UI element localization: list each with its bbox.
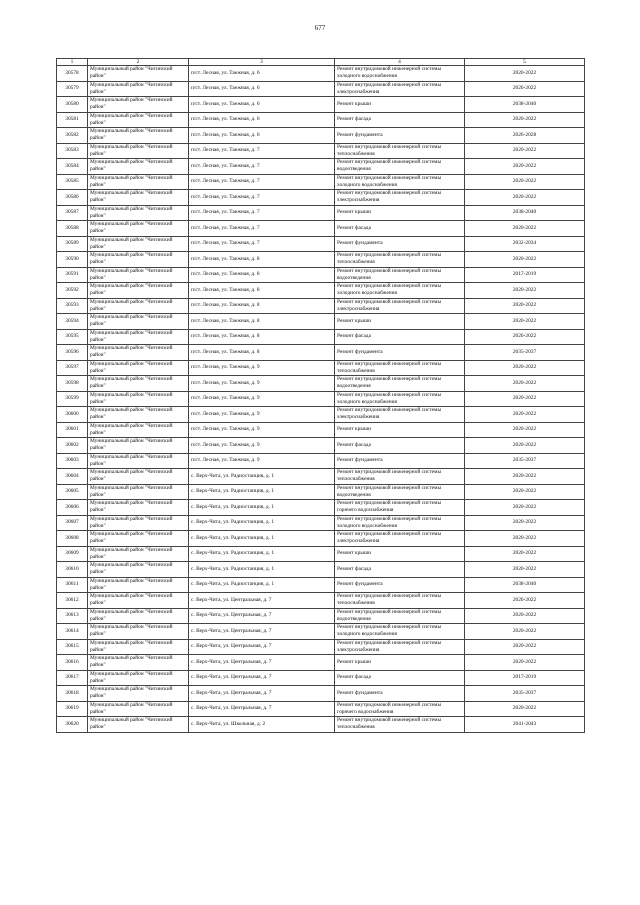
work-type-cell: Ремонт фундамента [335, 453, 465, 469]
address-cell: с. Верх-Чита, ул. Центральная, д. 7 [189, 686, 335, 702]
row-number-cell: 30595 [57, 329, 88, 345]
period-cell: 2020-2022 [465, 252, 585, 268]
work-type-cell: Ремонт фундамента [335, 345, 465, 361]
row-number-cell: 30612 [57, 593, 88, 609]
work-type-cell: Ремонт внутридомовой инженерной системы холодного водоснабжения [335, 515, 465, 531]
address-cell: с. Верх-Чита, ул. Радиостанция, д. 1 [189, 562, 335, 578]
header-row [57, 59, 585, 66]
capital-repair-table [56, 58, 585, 733]
row-number-cell: 30584 [57, 159, 88, 175]
address-cell: п/ст. Лесная, ул. Таежная, д. 8 [189, 345, 335, 361]
address-cell: п/ст. Лесная, ул. Таежная, д. 7 [189, 143, 335, 159]
table-row [57, 500, 585, 516]
row-number-cell: 30618 [57, 686, 88, 702]
row-number-cell: 30594 [57, 314, 88, 330]
table-row [57, 593, 585, 609]
table-row [57, 329, 585, 345]
work-type-cell: Ремонт внутридомовой инженерной системы холодного водоснабжения [335, 66, 465, 82]
column-header: 3 [189, 59, 335, 66]
district-cell: Муниципальный район "Читинский район" [88, 655, 189, 671]
work-type-cell: Ремонт внутридомовой инженерной системы теплоснабжения [335, 360, 465, 376]
row-number-cell: 30608 [57, 531, 88, 547]
row-number-cell: 30588 [57, 221, 88, 237]
table-row [57, 438, 585, 454]
table-row [57, 670, 585, 686]
row-number-cell: 30614 [57, 624, 88, 640]
period-cell: 2020-2022 [465, 469, 585, 485]
period-cell: 2020-2022 [465, 221, 585, 237]
work-type-cell: Ремонт крыши [335, 314, 465, 330]
row-number-cell: 30581 [57, 112, 88, 128]
table-row [57, 686, 585, 702]
period-cell: 2035-2037 [465, 345, 585, 361]
work-type-cell: Ремонт внутридомовой инженерной системы водоотведения [335, 608, 465, 624]
row-number-cell: 30605 [57, 484, 88, 500]
district-cell: Муниципальный район "Читинский район" [88, 407, 189, 423]
address-cell: с. Верх-Чита, ул. Центральная, д. 7 [189, 639, 335, 655]
district-cell: Муниципальный район "Читинский район" [88, 143, 189, 159]
row-number-cell: 30613 [57, 608, 88, 624]
work-type-cell: Ремонт фасада [335, 329, 465, 345]
row-number-cell: 30610 [57, 562, 88, 578]
table-row [57, 422, 585, 438]
address-cell: с. Верх-Чита, ул. Школьная, д. 2 [189, 717, 335, 733]
work-type-cell: Ремонт внутридомовой инженерной системы теплоснабжения [335, 252, 465, 268]
period-cell: 2020-2022 [465, 655, 585, 671]
district-cell: Муниципальный район "Читинский район" [88, 639, 189, 655]
row-number-cell: 30590 [57, 252, 88, 268]
period-cell: 2020-2022 [465, 438, 585, 454]
period-cell: 2020-2022 [465, 159, 585, 175]
period-cell: 2020-2022 [465, 531, 585, 547]
work-type-cell: Ремонт фасада [335, 438, 465, 454]
district-cell: Муниципальный район "Читинский район" [88, 438, 189, 454]
period-cell: 2017-2019 [465, 267, 585, 283]
table-row [57, 97, 585, 113]
table-row [57, 205, 585, 221]
district-cell: Муниципальный район "Читинский район" [88, 500, 189, 516]
row-number-cell: 30596 [57, 345, 88, 361]
district-cell: Муниципальный район "Читинский район" [88, 717, 189, 733]
table-row [57, 236, 585, 252]
row-number-cell: 30604 [57, 469, 88, 485]
district-cell: Муниципальный район "Читинский район" [88, 314, 189, 330]
address-cell: п/ст. Лесная, ул. Таежная, д. 8 [189, 283, 335, 299]
address-cell: п/ст. Лесная, ул. Таежная, д. 8 [189, 252, 335, 268]
work-type-cell: Ремонт внутридомовой инженерной системы теплоснабжения [335, 143, 465, 159]
table-row [57, 577, 585, 593]
period-cell: 2020-2022 [465, 376, 585, 392]
address-cell: п/ст. Лесная, ул. Таежная, д. 9 [189, 438, 335, 454]
district-cell: Муниципальный район "Читинский район" [88, 686, 189, 702]
district-cell: Муниципальный район "Читинский район" [88, 252, 189, 268]
table-row [57, 531, 585, 547]
table-row [57, 190, 585, 206]
period-cell: 2026-2028 [465, 128, 585, 144]
address-cell: с. Верх-Чита, ул. Центральная, д. 7 [189, 624, 335, 640]
row-number-cell: 30607 [57, 515, 88, 531]
work-type-cell: Ремонт внутридомовой инженерной системы теплоснабжения [335, 593, 465, 609]
period-cell: 2020-2022 [465, 66, 585, 82]
row-number-cell: 30579 [57, 81, 88, 97]
period-cell: 2035-2037 [465, 453, 585, 469]
district-cell: Муниципальный район "Читинский район" [88, 562, 189, 578]
row-number-cell: 30615 [57, 639, 88, 655]
period-cell: 2020-2022 [465, 329, 585, 345]
address-cell: с. Верх-Чита, ул. Радиостанция, д. 1 [189, 500, 335, 516]
district-cell: Муниципальный район "Читинский район" [88, 577, 189, 593]
work-type-cell: Ремонт внутридомовой инженерной системы электроснабжения [335, 81, 465, 97]
table-row [57, 701, 585, 717]
row-number-cell: 30578 [57, 66, 88, 82]
table-row [57, 376, 585, 392]
table-row [57, 143, 585, 159]
district-cell: Муниципальный район "Читинский район" [88, 531, 189, 547]
column-header: 5 [465, 59, 585, 66]
work-type-cell: Ремонт фундамента [335, 236, 465, 252]
address-cell: с. Верх-Чита, ул. Радиостанция, д. 1 [189, 577, 335, 593]
period-cell: 2020-2022 [465, 112, 585, 128]
row-number-cell: 30611 [57, 577, 88, 593]
address-cell: с. Верх-Чита, ул. Радиостанция, д. 1 [189, 546, 335, 562]
period-cell: 2020-2022 [465, 360, 585, 376]
table-row [57, 159, 585, 175]
work-type-cell: Ремонт внутридомовой инженерной системы холодного водоснабжения [335, 283, 465, 299]
table-row [57, 484, 585, 500]
work-type-cell: Ремонт внутридомовой инженерной системы электроснабжения [335, 531, 465, 547]
row-number-cell: 30606 [57, 500, 88, 516]
district-cell: Муниципальный район "Читинский район" [88, 608, 189, 624]
work-type-cell: Ремонт внутридомовой инженерной системы электроснабжения [335, 190, 465, 206]
table-row [57, 66, 585, 82]
row-number-cell: 30599 [57, 391, 88, 407]
address-cell: с. Верх-Чита, ул. Центральная, д. 7 [189, 655, 335, 671]
row-number-cell: 30593 [57, 298, 88, 314]
table-row [57, 655, 585, 671]
work-type-cell: Ремонт внутридомовой инженерной системы электроснабжения [335, 407, 465, 423]
table-row [57, 298, 585, 314]
address-cell: п/ст. Лесная, ул. Таежная, д. 6 [189, 81, 335, 97]
address-cell: п/ст. Лесная, ул. Таежная, д. 6 [189, 97, 335, 113]
address-cell: с. Верх-Чита, ул. Центральная, д. 7 [189, 608, 335, 624]
period-cell: 2020-2022 [465, 283, 585, 299]
table-row [57, 453, 585, 469]
address-cell: п/ст. Лесная, ул. Таежная, д. 9 [189, 376, 335, 392]
row-number-cell: 30601 [57, 422, 88, 438]
district-cell: Муниципальный район "Читинский район" [88, 469, 189, 485]
period-cell: 2020-2022 [465, 484, 585, 500]
table-row [57, 407, 585, 423]
period-cell: 2020-2022 [465, 407, 585, 423]
district-cell: Муниципальный район "Читинский район" [88, 546, 189, 562]
address-cell: п/ст. Лесная, ул. Таежная, д. 7 [189, 190, 335, 206]
period-cell: 2020-2022 [465, 298, 585, 314]
address-cell: п/ст. Лесная, ул. Таежная, д. 8 [189, 329, 335, 345]
period-cell: 2041-2043 [465, 717, 585, 733]
district-cell: Муниципальный район "Читинский район" [88, 97, 189, 113]
period-cell: 2020-2022 [465, 639, 585, 655]
table-row [57, 267, 585, 283]
district-cell: Муниципальный район "Читинский район" [88, 283, 189, 299]
row-number-cell: 30592 [57, 283, 88, 299]
district-cell: Муниципальный район "Читинский район" [88, 205, 189, 221]
table-row [57, 608, 585, 624]
work-type-cell: Ремонт фундамента [335, 686, 465, 702]
row-number-cell: 30585 [57, 174, 88, 190]
row-number-cell: 30586 [57, 190, 88, 206]
work-type-cell: Ремонт фундамента [335, 577, 465, 593]
row-number-cell: 30617 [57, 670, 88, 686]
district-cell: Муниципальный район "Читинский район" [88, 221, 189, 237]
district-cell: Муниципальный район "Читинский район" [88, 376, 189, 392]
period-cell: 2020-2022 [465, 701, 585, 717]
district-cell: Муниципальный район "Читинский район" [88, 190, 189, 206]
district-cell: Муниципальный район "Читинский район" [88, 670, 189, 686]
table-row [57, 391, 585, 407]
period-cell: 2020-2022 [465, 314, 585, 330]
district-cell: Муниципальный район "Читинский район" [88, 515, 189, 531]
row-number-cell: 30580 [57, 97, 88, 113]
table-row [57, 639, 585, 655]
work-type-cell: Ремонт внутридомовой инженерной системы горячего водоснабжения [335, 701, 465, 717]
address-cell: п/ст. Лесная, ул. Таежная, д. 7 [189, 221, 335, 237]
table-row [57, 314, 585, 330]
period-cell: 2020-2022 [465, 500, 585, 516]
period-cell: 2038-2040 [465, 97, 585, 113]
column-header: 2 [88, 59, 189, 66]
address-cell: п/ст. Лесная, ул. Таежная, д. 7 [189, 174, 335, 190]
work-type-cell: Ремонт фасада [335, 221, 465, 237]
work-type-cell: Ремонт внутридомовой инженерной системы холодного водоснабжения [335, 391, 465, 407]
row-number-cell: 30591 [57, 267, 88, 283]
table-row [57, 128, 585, 144]
address-cell: с. Верх-Чита, ул. Центральная, д. 7 [189, 593, 335, 609]
address-cell: п/ст. Лесная, ул. Таежная, д. 8 [189, 314, 335, 330]
period-cell: 2035-2037 [465, 686, 585, 702]
district-cell: Муниципальный район "Читинский район" [88, 624, 189, 640]
period-cell: 2020-2022 [465, 608, 585, 624]
row-number-cell: 30603 [57, 453, 88, 469]
table-row [57, 345, 585, 361]
work-type-cell: Ремонт фасада [335, 562, 465, 578]
district-cell: Муниципальный район "Читинский район" [88, 701, 189, 717]
work-type-cell: Ремонт фасада [335, 670, 465, 686]
address-cell: с. Верх-Чита, ул. Центральная, д. 7 [189, 670, 335, 686]
row-number-cell: 30582 [57, 128, 88, 144]
district-cell: Муниципальный район "Читинский район" [88, 236, 189, 252]
work-type-cell: Ремонт внутридомовой инженерной системы водоотведения [335, 484, 465, 500]
work-type-cell: Ремонт внутридомовой инженерной системы холодного водоснабжения [335, 624, 465, 640]
district-cell: Муниципальный район "Читинский район" [88, 66, 189, 82]
address-cell: п/ст. Лесная, ул. Таежная, д. 7 [189, 205, 335, 221]
row-number-cell: 30597 [57, 360, 88, 376]
district-cell: Муниципальный район "Читинский район" [88, 345, 189, 361]
address-cell: п/ст. Лесная, ул. Таежная, д. 9 [189, 407, 335, 423]
district-cell: Муниципальный район "Читинский район" [88, 593, 189, 609]
table-row [57, 221, 585, 237]
work-type-cell: Ремонт внутридомовой инженерной системы водоотведения [335, 159, 465, 175]
row-number-cell: 30589 [57, 236, 88, 252]
work-type-cell: Ремонт внутридомовой инженерной системы электроснабжения [335, 298, 465, 314]
period-cell: 2020-2022 [465, 391, 585, 407]
district-cell: Муниципальный район "Читинский район" [88, 174, 189, 190]
row-number-cell: 30583 [57, 143, 88, 159]
work-type-cell: Ремонт внутридомовой инженерной системы электроснабжения [335, 639, 465, 655]
table-row [57, 283, 585, 299]
period-cell: 2038-2040 [465, 205, 585, 221]
work-type-cell: Ремонт крыши [335, 205, 465, 221]
address-cell: п/ст. Лесная, ул. Таежная, д. 8 [189, 267, 335, 283]
district-cell: Муниципальный район "Читинский район" [88, 391, 189, 407]
row-number-cell: 30587 [57, 205, 88, 221]
period-cell: 2017-2019 [465, 670, 585, 686]
address-cell: п/ст. Лесная, ул. Таежная, д. 9 [189, 391, 335, 407]
address-cell: п/ст. Лесная, ул. Таежная, д. 6 [189, 128, 335, 144]
work-type-cell: Ремонт крыши [335, 422, 465, 438]
district-cell: Муниципальный район "Читинский район" [88, 422, 189, 438]
work-type-cell: Ремонт фундамента [335, 128, 465, 144]
table-row [57, 717, 585, 733]
district-cell: Муниципальный район "Читинский район" [88, 329, 189, 345]
row-number-cell: 30619 [57, 701, 88, 717]
district-cell: Муниципальный район "Читинский район" [88, 453, 189, 469]
period-cell: 2020-2022 [465, 546, 585, 562]
period-cell: 2020-2022 [465, 143, 585, 159]
work-type-cell: Ремонт внутридомовой инженерной системы теплоснабжения [335, 717, 465, 733]
period-cell: 2020-2022 [465, 422, 585, 438]
work-type-cell: Ремонт внутридомовой инженерной системы водоотведения [335, 376, 465, 392]
period-cell: 2020-2022 [465, 515, 585, 531]
table-row [57, 624, 585, 640]
row-number-cell: 30598 [57, 376, 88, 392]
row-number-cell: 30620 [57, 717, 88, 733]
page-number: 677 [314, 24, 326, 32]
district-cell: Муниципальный район "Читинский район" [88, 159, 189, 175]
work-type-cell: Ремонт внутридомовой инженерной системы холодного водоснабжения [335, 174, 465, 190]
district-cell: Муниципальный район "Читинский район" [88, 298, 189, 314]
table-row [57, 515, 585, 531]
address-cell: п/ст. Лесная, ул. Таежная, д. 9 [189, 453, 335, 469]
period-cell: 2032-2034 [465, 236, 585, 252]
period-cell: 2020-2022 [465, 562, 585, 578]
work-type-cell: Ремонт крыши [335, 655, 465, 671]
column-header: 4 [335, 59, 465, 66]
district-cell: Муниципальный район "Читинский район" [88, 360, 189, 376]
district-cell: Муниципальный район "Читинский район" [88, 267, 189, 283]
period-cell: 2020-2022 [465, 593, 585, 609]
column-header: 1 [57, 59, 88, 66]
table-row [57, 112, 585, 128]
period-cell: 2020-2022 [465, 624, 585, 640]
address-cell: п/ст. Лесная, ул. Таежная, д. 7 [189, 159, 335, 175]
work-type-cell: Ремонт крыши [335, 546, 465, 562]
district-cell: Муниципальный район "Читинский район" [88, 128, 189, 144]
work-type-cell: Ремонт внутридомовой инженерной системы теплоснабжения [335, 469, 465, 485]
row-number-cell: 30609 [57, 546, 88, 562]
address-cell: с. Верх-Чита, ул. Центральная, д. 7 [189, 701, 335, 717]
address-cell: п/ст. Лесная, ул. Таежная, д. 9 [189, 422, 335, 438]
address-cell: с. Верх-Чита, ул. Радиостанция, д. 1 [189, 531, 335, 547]
address-cell: п/ст. Лесная, ул. Таежная, д. 8 [189, 298, 335, 314]
table-row [57, 81, 585, 97]
district-cell: Муниципальный район "Читинский район" [88, 112, 189, 128]
address-cell: п/ст. Лесная, ул. Таежная, д. 7 [189, 236, 335, 252]
table-row [57, 360, 585, 376]
table-row [57, 174, 585, 190]
address-cell: п/ст. Лесная, ул. Таежная, д. 6 [189, 112, 335, 128]
table-row [57, 562, 585, 578]
address-cell: с. Верх-Чита, ул. Радиостанция, д. 1 [189, 469, 335, 485]
address-cell: с. Верх-Чита, ул. Радиостанция, д. 1 [189, 515, 335, 531]
work-type-cell: Ремонт внутридомовой инженерной системы водоотведения [335, 267, 465, 283]
district-cell: Муниципальный район "Читинский район" [88, 484, 189, 500]
work-type-cell: Ремонт крыши [335, 97, 465, 113]
table-row [57, 469, 585, 485]
table-row [57, 546, 585, 562]
district-cell: Муниципальный район "Читинский район" [88, 81, 189, 97]
address-cell: п/ст. Лесная, ул. Таежная, д. 9 [189, 360, 335, 376]
period-cell: 2020-2022 [465, 81, 585, 97]
address-cell: п/ст. Лесная, ул. Таежная, д. 6 [189, 66, 335, 82]
period-cell: 2020-2022 [465, 190, 585, 206]
row-number-cell: 30602 [57, 438, 88, 454]
period-cell: 2020-2022 [465, 174, 585, 190]
period-cell: 2038-2040 [465, 577, 585, 593]
row-number-cell: 30616 [57, 655, 88, 671]
address-cell: с. Верх-Чита, ул. Радиостанция, д. 1 [189, 484, 335, 500]
work-type-cell: Ремонт внутридомовой инженерной системы горячего водоснабжения [335, 500, 465, 516]
table-row [57, 252, 585, 268]
row-number-cell: 30600 [57, 407, 88, 423]
work-type-cell: Ремонт фасада [335, 112, 465, 128]
